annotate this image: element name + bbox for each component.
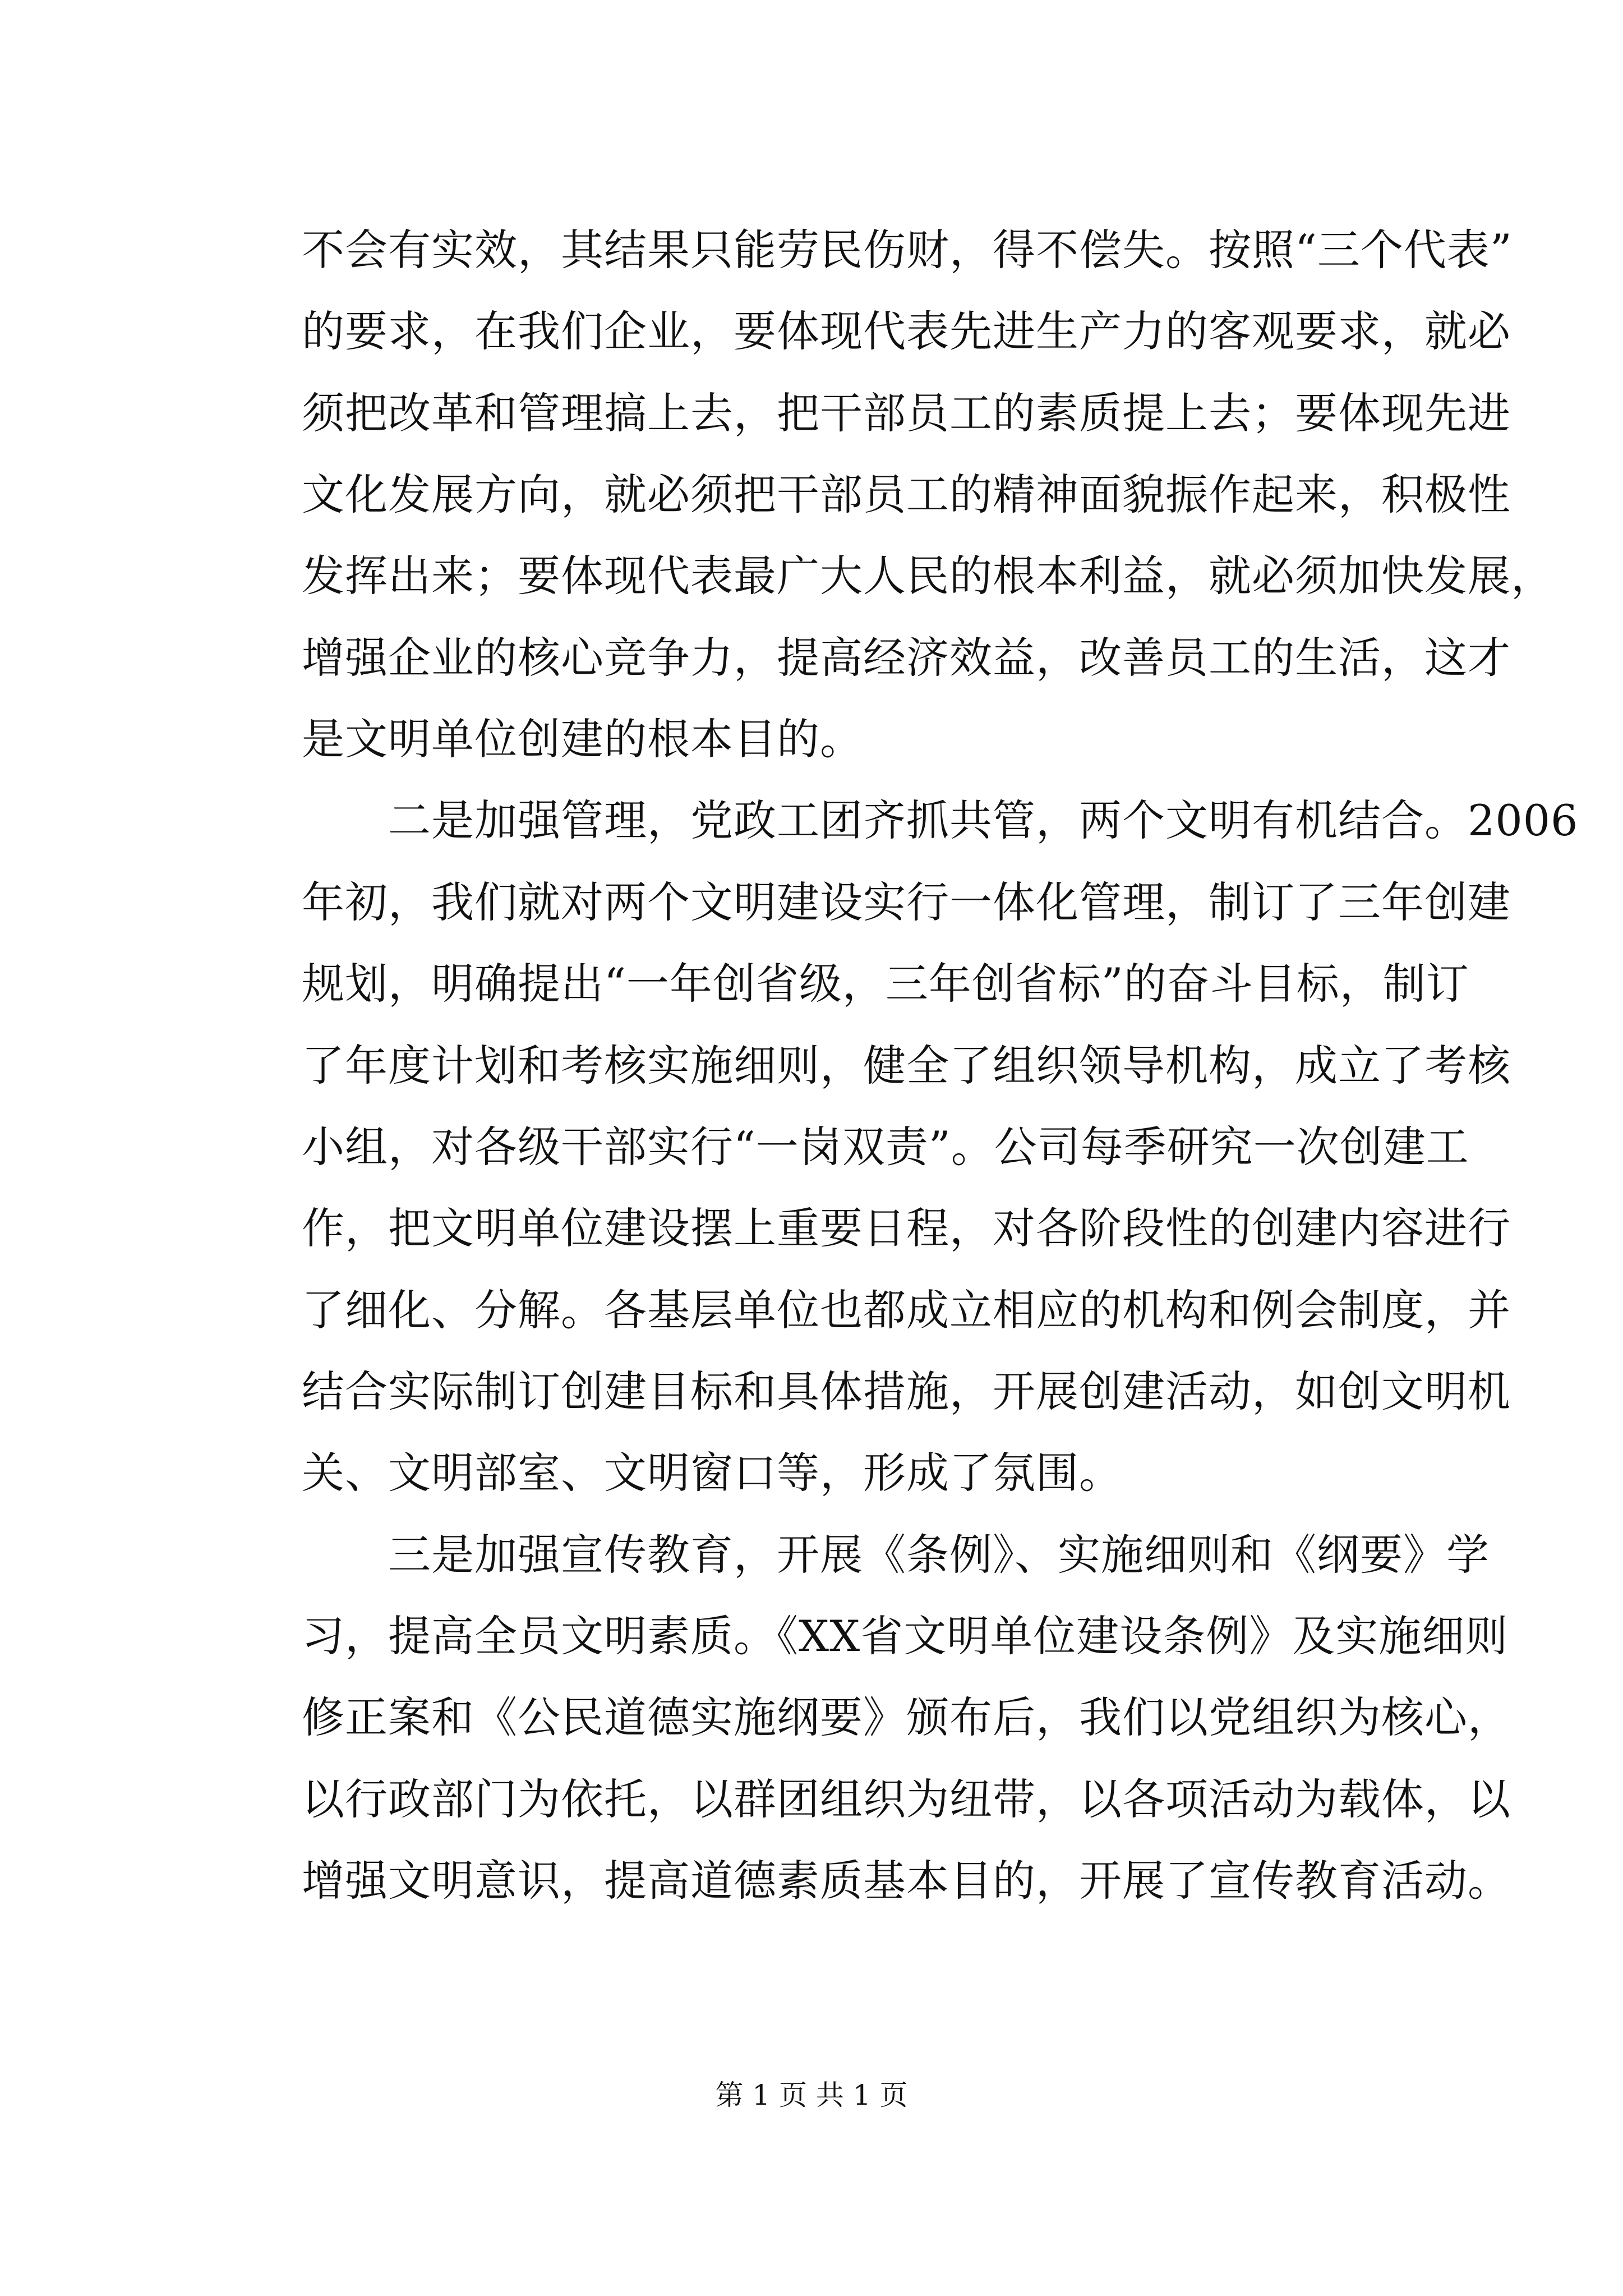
text-line: 年初，我们就对两个文明建设实行一体化管理，制订了三年创建 <box>302 877 1511 927</box>
text-line: 二是加强管理，党政工团齐抓共管，两个文明有机结合。2006 <box>302 795 1579 846</box>
text-line: 规划，明确提出“一年创省级，三年创省标”的奋斗目标，制订 <box>302 959 1469 1009</box>
page-footer: 第 1 页 共 1 页 <box>715 2079 908 2111</box>
text-line: 三是加强宣传教育，开展《条例》、实施细则和《纲要》学 <box>302 1529 1490 1580</box>
text-line: 须把改革和管理搞上去，把干部员工的素质提上去；要体现先进 <box>302 388 1511 438</box>
text-line: 了年度计划和考核实施细则，健全了组织领导机构，成立了考核 <box>302 1040 1511 1091</box>
text-line: 增强企业的核心竞争力，提高经济效益，改善员工的生活，这才 <box>302 632 1511 683</box>
text-line: 是文明单位创建的根本目的。 <box>302 714 863 765</box>
text-line: 修正案和《公民道德实施纲要》颁布后，我们以党组织为核心， <box>302 1692 1511 1743</box>
text-line: 了细化、分解。各基层单位也都成立相应的机构和例会制度，并 <box>302 1285 1511 1335</box>
text-line: 的要求，在我们企业，要体现代表先进生产力的客观要求，就必 <box>302 306 1511 357</box>
text-line: 发挥出来；要体现代表最广大人民的根本利益，就必须加快发展， <box>302 551 1554 601</box>
text-line: 结合实际制订创建目标和具体措施，开展创建活动，如创文明机 <box>302 1366 1511 1416</box>
text-line: 作，把文明单位建设摆上重要日程，对各阶段性的创建内容进行 <box>302 1203 1511 1254</box>
text-line: 文化发展方向，就必须把干部员工的精神面貌振作起来，积极性 <box>302 470 1511 520</box>
text-line: 习，提高全员文明素质。《XX省文明单位建设条例》及实施细则 <box>302 1611 1509 1661</box>
text-line: 增强文明意识，提高道德素质基本目的，开展了宣传教育活动。 <box>302 1856 1511 1906</box>
text-line: 不会有实效，其结果只能劳民伤财，得不偿失。按照“三个代表” <box>302 225 1513 275</box>
text-line: 小组，对各级干部实行“一岗双责”。公司每季研究一次创建工 <box>302 1121 1469 1172</box>
text-line: 关、文明部室、文明窗口等，形成了氛围。 <box>302 1448 1122 1498</box>
text-line: 以行政部门为依托，以群团组织为纽带，以各项活动为载体，以 <box>302 1774 1511 1824</box>
